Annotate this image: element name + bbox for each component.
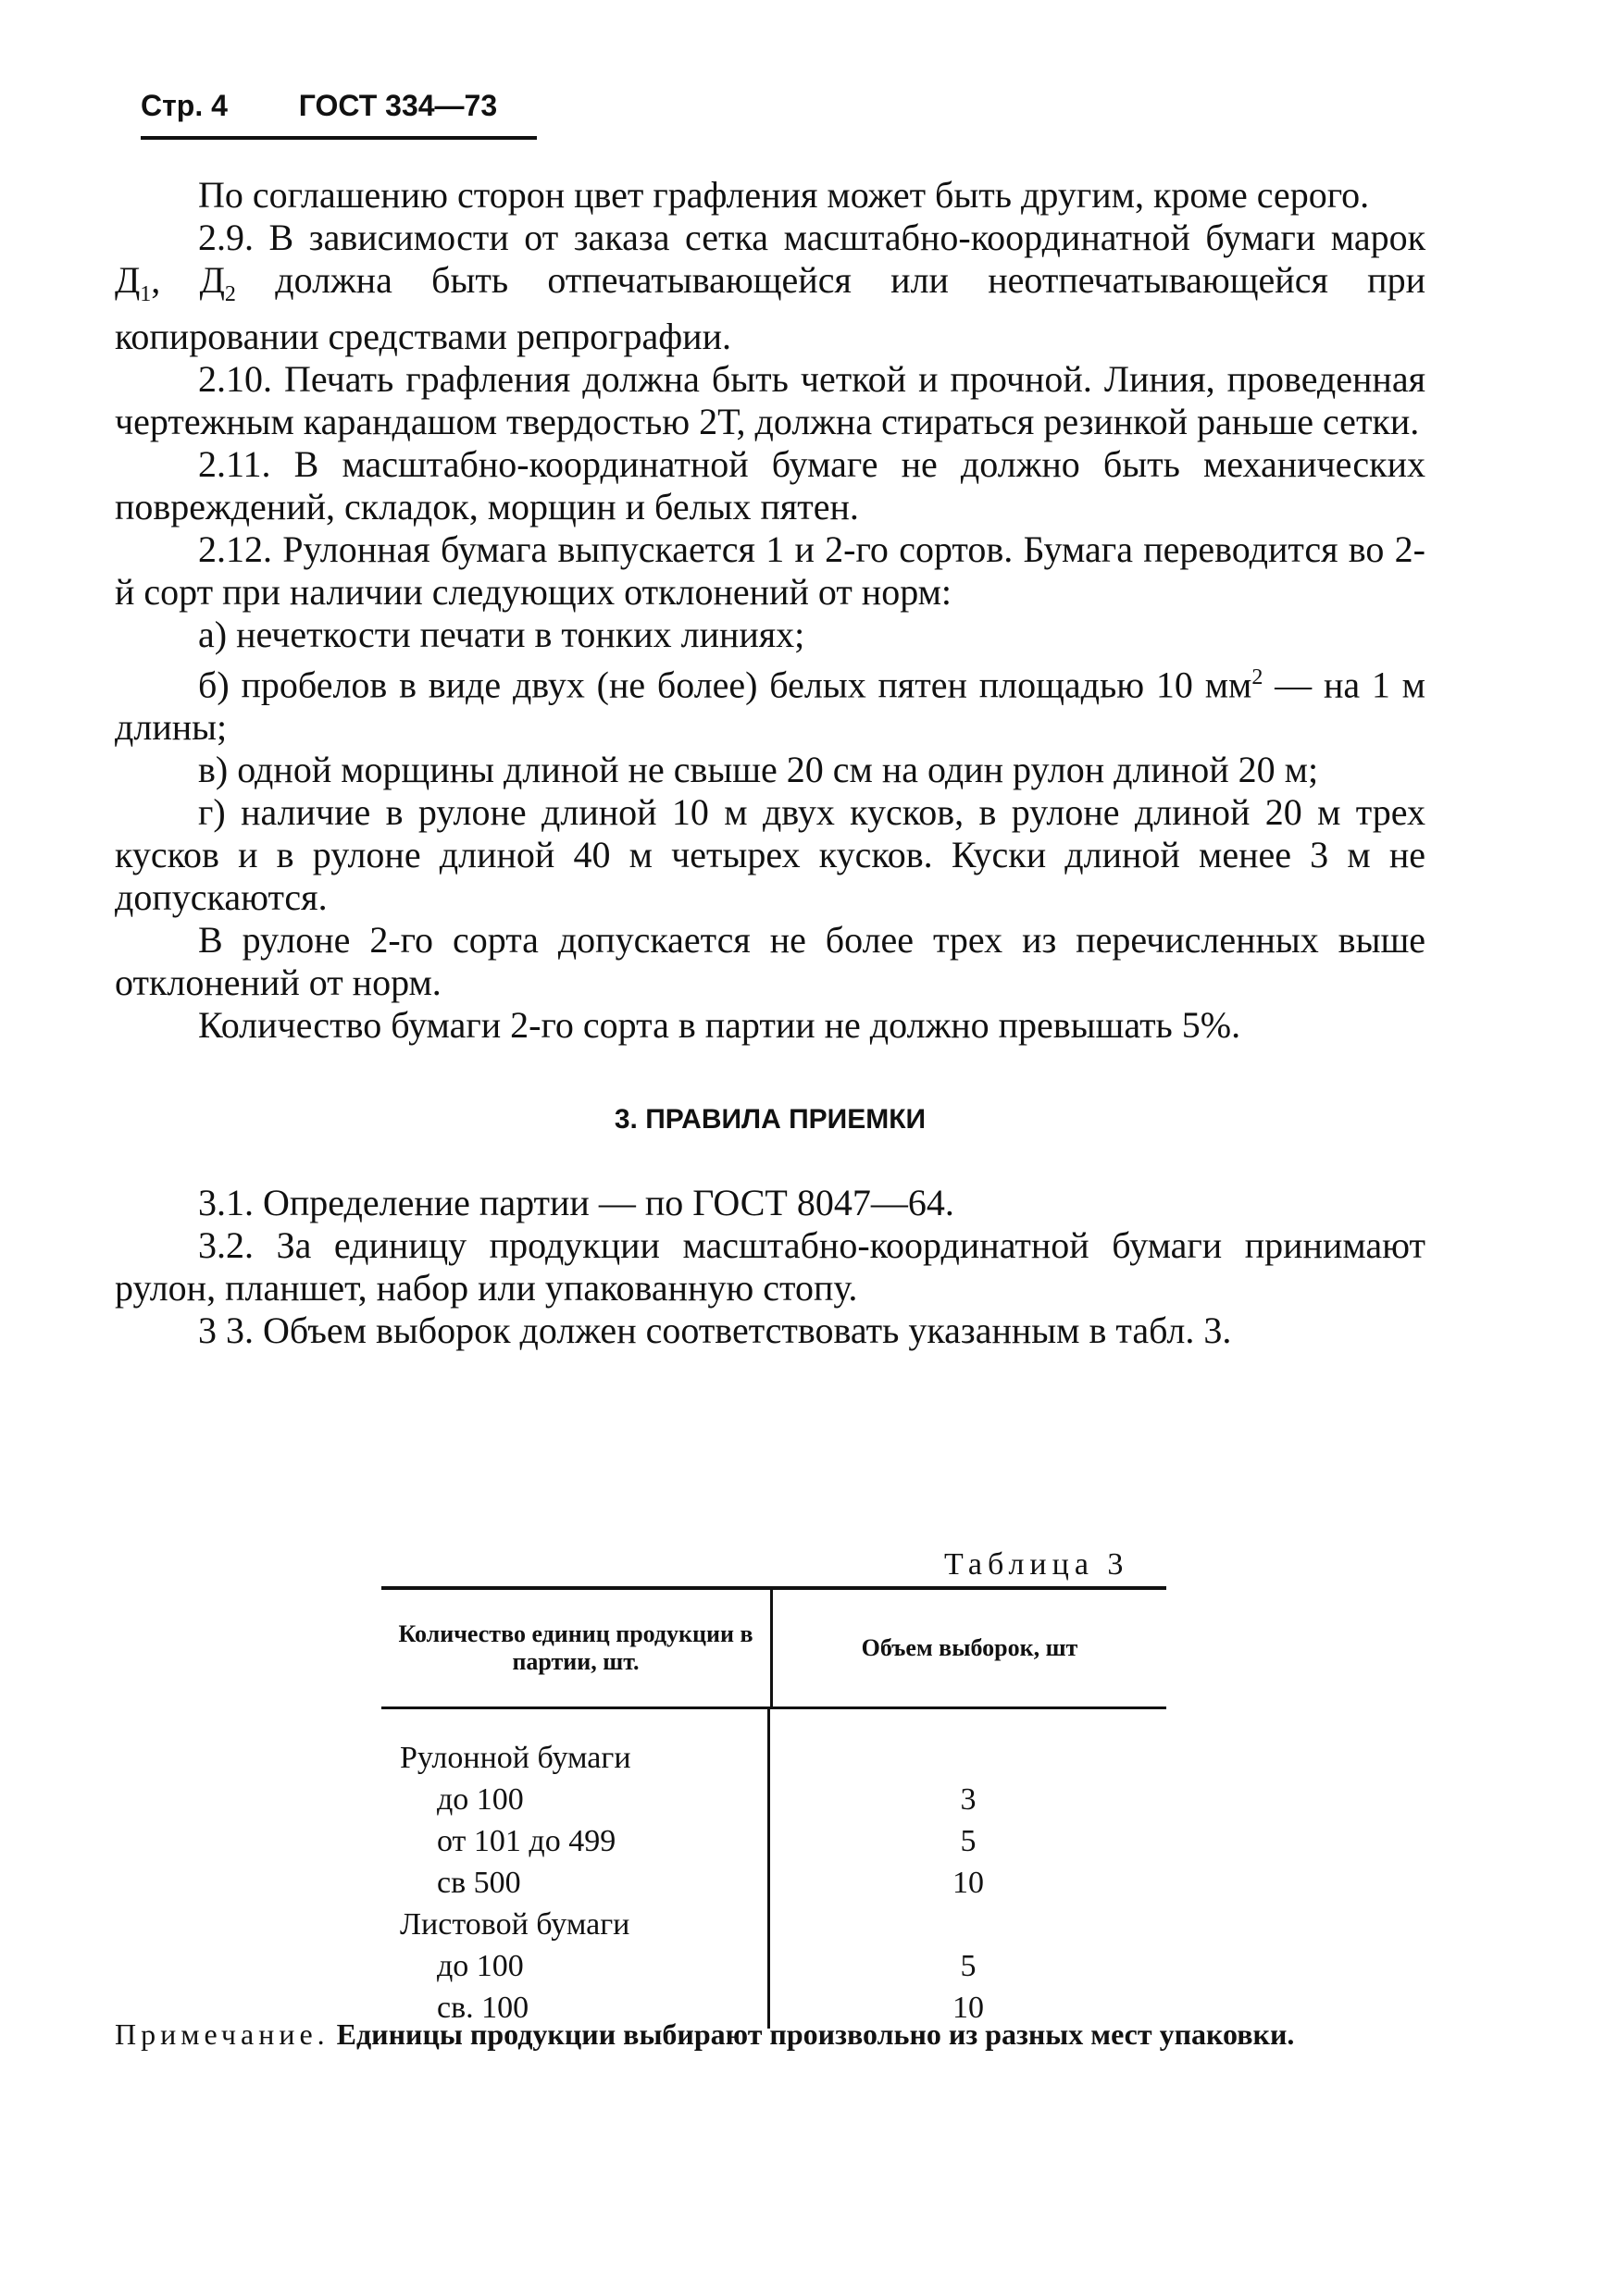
list-item-b: б) пробелов в виде двух (не более) белых пятен площадью 10 $мм^2$ — на 1 м длины; bbox=[115, 664, 1425, 749]
paragraph-quantity-limit: Количество бумаги 2-го сорта в партии не должно превышать 5%. bbox=[198, 1004, 1241, 1047]
sample-size-table bbox=[381, 1586, 1166, 2029]
document-body bbox=[115, 174, 1425, 1352]
table-column-quantity bbox=[381, 1709, 770, 2029]
table-body bbox=[381, 1709, 1166, 2029]
table-row-label: от 101 до 499 bbox=[437, 1824, 616, 1858]
table-note bbox=[115, 2014, 1425, 2054]
table-row-label: до 100 bbox=[437, 1782, 524, 1817]
note-label: Примечание. bbox=[115, 2017, 330, 2051]
column-header-sample: Объем выборок, шт bbox=[861, 1634, 1078, 1661]
paragraph-3-1: 3.1. Определение партии — по ГОСТ 8047—64. bbox=[198, 1182, 954, 1224]
paragraph-3-3: 3 3. Объем выборок должен соответствовать указанным в табл. 3. bbox=[198, 1309, 1232, 1352]
table-row-label: до 100 bbox=[437, 1949, 524, 1983]
list-item-g: г) наличие в рулоне длиной 10 м двух кусков, в рулоне длиной 20 м трех кусков и в рулоне длиной 40 м четырех кусков. Куски длиной менее 3 м не допускаются. bbox=[115, 791, 1425, 919]
table-cell-value: 3 bbox=[960, 1782, 977, 1817]
table-column-sample bbox=[770, 1709, 1166, 2029]
table-caption: Таблица 3 bbox=[944, 1547, 1129, 1582]
note-text: Единицы продукции выбирают произвольно из разных мест упаковки. bbox=[329, 2017, 1295, 2051]
paragraph-2-11: 2.11. В масштабно-координатной бумаге не должно быть механических повреждений, складок, морщин и белых пятен. bbox=[115, 443, 1425, 527]
list-item-v: в) одной морщины длиной не свыше 20 см на один рулон длиной 20 м; bbox=[198, 749, 1319, 791]
group-sheet-label: Листовой бумаги bbox=[400, 1907, 630, 1942]
paragraph-defects-limit: В рулоне 2-го сорта допускается не более трех из перечисленных выше отклонений от норм. bbox=[115, 919, 1425, 1004]
paragraph-3-2: 3.2. За единицу продукции масштабно-координатной бумаги принимают рулон, планшет, набор или упакованную стопу. bbox=[115, 1224, 1425, 1309]
table-cell-value: 10 bbox=[952, 1991, 984, 2025]
paragraph-color: По соглашению сторон цвет графления может быть другим, кроме серого. bbox=[198, 174, 1370, 216]
standard-code: ГОСТ 334—73 bbox=[298, 89, 498, 122]
table-row-label: св 500 bbox=[437, 1866, 521, 1900]
paragraph-2-10: 2.10. Печать графления должна быть четкой и прочной. Линия, проведенная чертежным карандашом твердостью 2Т, должна стираться резинкой раньше сетки. bbox=[115, 358, 1425, 442]
table-cell-value: 10 bbox=[952, 1866, 984, 1900]
paragraph-2-9: 2.9. В зависимости от заказа сетка масштабно-координатной бумаги марок $Д_1$, $Д_2$ должна быть отпечатывающейся или неотпечатывающейся при копировании средствами репрографии. bbox=[115, 217, 1425, 357]
column-header-quantity: Количество единиц продукции в партии, шт. bbox=[381, 1590, 773, 1706]
page-header bbox=[141, 89, 537, 140]
table-cell-value: 5 bbox=[960, 1949, 977, 1983]
list-item-a: а) нечеткости печати в тонких линиях; bbox=[198, 614, 805, 655]
table-header bbox=[381, 1590, 1166, 1709]
table-row-label: св. 100 bbox=[437, 1991, 529, 2025]
paragraph-2-12: 2.12. Рулонная бумага выпускается 1 и 2-го сортов. Бумага переводится во 2-й сорт при наличии следующих отклонений от норм: bbox=[115, 528, 1425, 613]
page-number: Стр. 4 bbox=[141, 89, 228, 122]
table-cell-value: 5 bbox=[960, 1824, 977, 1858]
group-roll-label: Рулонной бумаги bbox=[400, 1741, 631, 1775]
section-title: 3. ПРАВИЛА ПРИЕМКИ bbox=[614, 1104, 927, 1136]
